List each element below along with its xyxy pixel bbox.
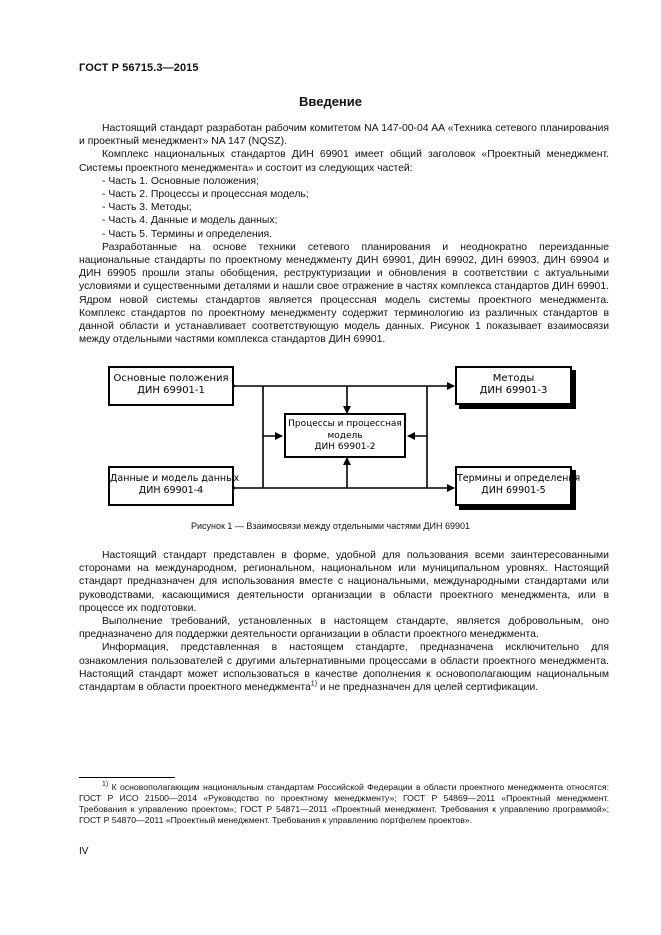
footnote: [79, 782, 609, 826]
box-label: Процессы и процессная: [288, 419, 402, 429]
box-code: ДИН 69901-3: [479, 385, 548, 396]
box-label: модель: [327, 430, 363, 441]
info-text: и не предназначен для целей сертификации.: [317, 682, 539, 694]
closing-section: [79, 549, 609, 694]
part-list-item: - Часть 2. Процессы и процессная модель;: [102, 189, 309, 201]
development-paragraph: Разработанные на основе техники сетевого планирования и неоднократно переизданные национальные стандарты по проектному менеджменту ДИН 69901, ДИН 69902, ДИН 69903, ДИН 69904 и ДИН 69905 прошли этапы обобщения, реструктуризации и обновления в соответствии с актуальными условиями и существенными деталями и нашли свое отражение в частях комплекса стандартов ДИН 69901. Ядром новой системы стандартов является процессная модель системы проектного менеджмента. Комплекс стандартов по проектному менеджменту содержит терминологию из различных стандартов в данной области и устанавливает соответствующую модель данных. Рисунок 1 показывает взаимосвязи между отдельными частями комплекса стандартов ДИН 69901.: [79, 241, 609, 346]
box-label: Основные положения: [113, 373, 229, 384]
part-list-item: - Часть 4. Данные и модель данных;: [102, 215, 278, 227]
footnote-marker: 1): [102, 781, 109, 789]
box-code: ДИН 69901-4: [138, 485, 204, 496]
intro-section: [79, 122, 609, 346]
box-processes: [284, 413, 406, 458]
part-list-item: - Часть 3. Методы;: [102, 202, 192, 214]
box-label: Методы: [492, 373, 535, 384]
form-paragraph: Настоящий стандарт представлен в форме, удобной для пользования всеми заинтересованными сторонами на международном, региональном, национальном или муниципальном уровнях. Настоящий стандарт предназначен для использования вместе с национальными, международными стандартами или руководствами, касающимися деятельности организации в области проектного менеджмента, или в процессе их подготовки.: [79, 550, 609, 614]
footnote-reference[interactable]: 1): [310, 680, 318, 688]
box-methods: [455, 366, 572, 405]
box-label: Термины и определения: [457, 473, 581, 484]
box-terms: [455, 466, 581, 506]
footnote-text: К основополагающим национальным стандартам Российской Федерации в области проектного менеджмента относятся: ГОСТ Р ИСО 21500—2014 «Руководство по проектному менеджменту»; ГОСТ Р 54869—2011 «Проектный менеджмент. Требования к управлению проектом»; ГОСТ Р 54871—2011 «Проектный менеджмент. Требования к управлению программой»; ГОСТ Р 54870—2011 «Проектный менеджмент. Требования к управлению портфелем проектов».: [79, 782, 609, 825]
info-paragraph: [79, 641, 609, 694]
box-code: ДИН 69901-2: [314, 442, 376, 452]
document-header: ГОСТ Р 56715.3—2015: [79, 62, 199, 74]
info-text: Информация, представленная в настоящем стандарте, предназначена исключительно для ознакомления пользователей с другими альтернативными процессами в области проектного менеджмента. Настоящий стандарт может использоваться в качестве дополнения к основополагающим национальным стандартам в области проектного менеджмента: [79, 642, 609, 694]
part-list-item: - Часть 1. Основные положения;: [102, 175, 259, 187]
intro-paragraph: Комплекс национальных стандартов ДИН 69901 имеет общий заголовок «Проектный менеджмент. Системы проектного менеджмента» и состоит из следующих частей:: [79, 149, 609, 174]
part-list-item: - Часть 5. Термины и определения.: [102, 228, 273, 240]
box-label: Данные и модель данных: [110, 473, 240, 484]
voluntary-paragraph: Выполнение требований, установленных в настоящем стандарте, является добровольным, оно предназначено для поддержки деятельности организации в области проектного менеджмента.: [79, 616, 609, 641]
section-title: Введение: [299, 94, 362, 109]
footnote-divider: [79, 777, 175, 778]
intro-paragraph: Настоящий стандарт разработан рабочим комитетом NA 147-00-04 AA «Техника сетевого планирования и проектный менеджмент» NA 147 (NQSZ).: [79, 123, 609, 148]
box-basic-provisions: [108, 366, 234, 406]
figure-caption: Рисунок 1 — Взаимосвязи между отдельными частями ДИН 69901: [190, 521, 471, 531]
page-number: IV: [79, 846, 89, 857]
box-code: ДИН 69901-5: [481, 485, 546, 496]
box-code: ДИН 69901-1: [137, 385, 205, 396]
box-data-model: [108, 466, 240, 506]
